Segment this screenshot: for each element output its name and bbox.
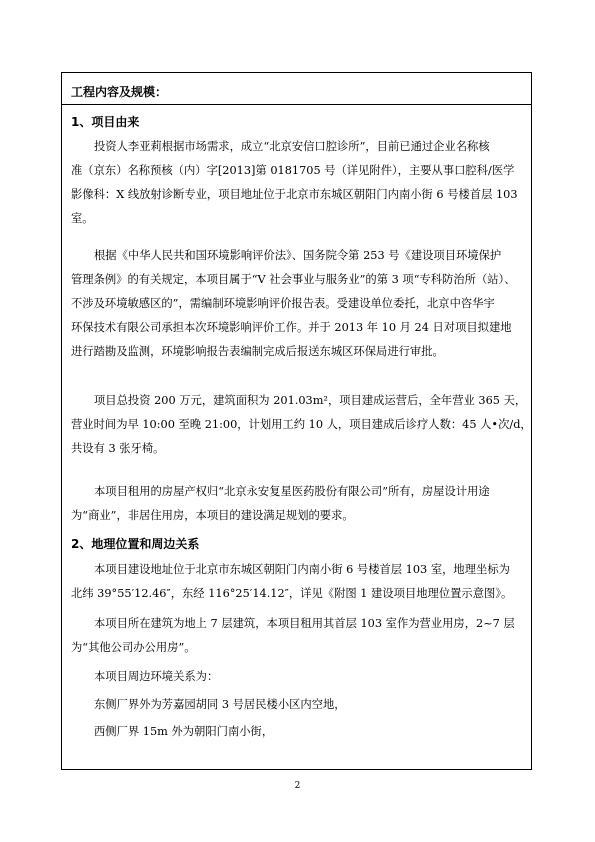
text-line: 为“商业”，非居住用房，本项目的建设满足规划的要求。 bbox=[71, 509, 354, 522]
section2-paragraph-2 bbox=[71, 612, 523, 660]
section2-paragraph-5 bbox=[71, 720, 523, 744]
text-line: 根据《中华人民共和国环境影响评价法》、国务院令第 253 号《建设项目环境保护 bbox=[94, 249, 502, 262]
text-line: 为“其他公司办公用房”。 bbox=[71, 641, 196, 654]
section1-paragraph-4 bbox=[71, 480, 523, 528]
text-line: 不涉及环境敏感区的”，需编制环境影响评价报告表。受建设单位委托，北京中咨华宇 bbox=[71, 297, 495, 310]
text-line: 环保技术有限公司承担本次环境影响评价工作。并于 2013 年 10 月 24 日对项目拟建地 bbox=[71, 321, 512, 334]
text-line: 北纬 39°55′12.46″，东经 116°25′14.12″，详见《附图 1 建设项目地理位置示意图》。 bbox=[71, 587, 513, 600]
text-line: 西侧厂界 15m 外为朝阳门南小街， bbox=[94, 725, 274, 738]
text-line: 本项目周边环境关系为： bbox=[94, 670, 219, 683]
section2-paragraph-4 bbox=[71, 693, 523, 717]
section2-paragraph-3 bbox=[71, 665, 523, 689]
content-table bbox=[61, 72, 532, 770]
section1-paragraph-1 bbox=[71, 135, 523, 231]
table-header: 工程内容及规模： bbox=[71, 85, 168, 99]
text-line: 进行踏勘及监测，环境影响报告表编制完成后报送东城区环保局进行审批。 bbox=[71, 345, 444, 358]
section2-title: 2、地理位置和周边关系 bbox=[71, 537, 200, 551]
text-line: 东侧厂界外为芳嘉园胡同 3 号居民楼小区内空地， bbox=[94, 698, 346, 711]
text-line: 本项目租用的房屋产权归“北京永安复星医药股份有限公司”所有，房屋设计用途 bbox=[94, 485, 490, 498]
section1-title: 1、项目由来 bbox=[71, 115, 140, 129]
section1-paragraph-3 bbox=[71, 389, 532, 461]
section2-paragraph-1 bbox=[71, 558, 523, 606]
text-line: 准（京东）名称预核（内）字[2013]第 0181705 号（详见附件），主要从事口腔科/医学 bbox=[71, 164, 515, 177]
text-line: 本项目所在建筑为地上 7 层建筑，本项目租用其首层 103 室作为营业用房，2~7 层 bbox=[94, 617, 515, 630]
text-line: 营业时间为早 10:00 至晚 21:00，计划用工约 10 人，项目建成后诊疗人数：45 人•次/d， bbox=[71, 418, 532, 431]
text-line: 投资人李亚莉根据市场需求，成立“北京安信口腔诊所”，目前已通过企业名称核 bbox=[94, 140, 490, 153]
table-divider bbox=[62, 104, 531, 105]
section1-paragraph-2 bbox=[71, 244, 523, 364]
text-line: 项目总投资 200 万元，建筑面积为 201.03m²，项目建成运营后，全年营业 365 天， bbox=[94, 394, 527, 407]
text-line: 共设有 3 张牙椅。 bbox=[71, 442, 165, 455]
text-line: 管理条例》的有关规定，本项目属于“V 社会事业与服务业”的第 3 项“专科防治所（站）、 bbox=[71, 273, 516, 286]
page-number: 2 bbox=[294, 781, 301, 791]
text-line: 影像科：X 线放射诊断专业，项目地址位于北京市东城区朝阳门内南小街 6 号楼首层 103 bbox=[71, 188, 518, 201]
text-line: 本项目建设地址位于北京市东城区朝阳门内南小街 6 号楼首层 103 室，地理坐标为 bbox=[94, 563, 510, 576]
text-line: 室。 bbox=[71, 212, 94, 225]
